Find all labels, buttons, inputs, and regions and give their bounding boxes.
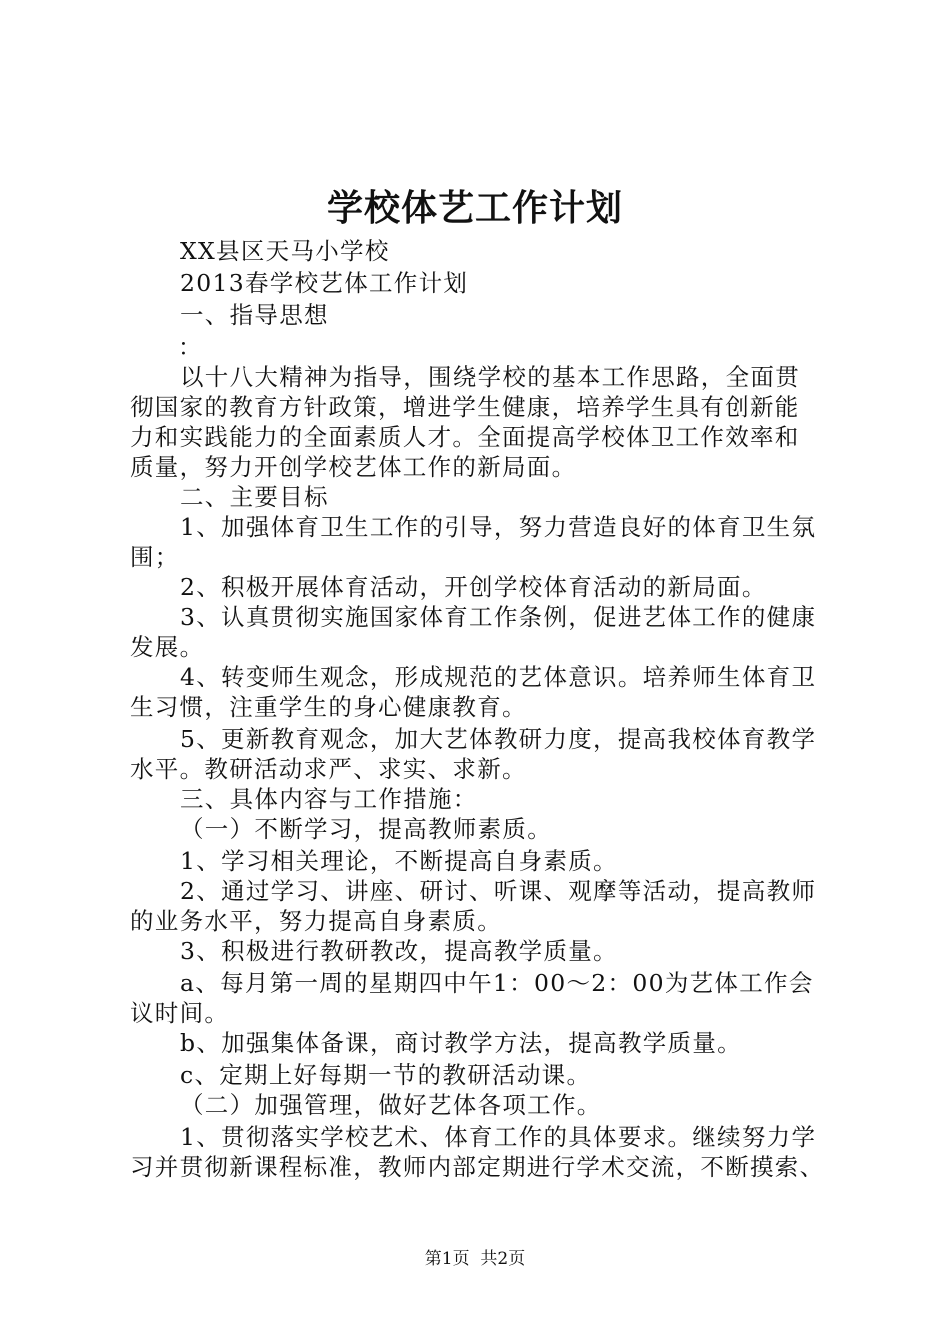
- text-line: 发展。: [130, 633, 205, 661]
- text-line: 4、转变师生观念，形成规范的艺体意识。培养师生体育卫: [180, 663, 817, 691]
- text-line: XX县区天马小学校: [180, 237, 390, 265]
- text-line: 2、积极开展体育活动，开创学校体育活动的新局面。: [180, 573, 767, 601]
- text-line: 水平。教研活动求严、求实、求新。: [130, 755, 527, 783]
- text-line: ：: [178, 333, 203, 361]
- text-line: 2013春学校艺体工作计划: [180, 269, 469, 297]
- text-line: 议时间。: [130, 999, 230, 1027]
- text-line: 2、通过学习、讲座、研讨、听课、观摩等活动，提高教师: [180, 877, 817, 905]
- text-line: a、每月第一周的星期四中午1：00～2：00为艺体工作会: [180, 969, 814, 997]
- page-footer: 第1页 共2页: [424, 1249, 526, 1269]
- text-line: 5、更新教育观念，加大艺体教研力度，提高我校体育教学: [180, 725, 817, 753]
- text-line: 的业务水平，努力提高自身素质。: [130, 907, 502, 935]
- text-line: （一）不断学习，提高教师素质。: [180, 815, 552, 843]
- text-line: 习并贯彻新课程标准，教师内部定期进行学术交流，不断摸索、: [130, 1153, 825, 1181]
- text-line: 生习惯，注重学生的身心健康教育。: [130, 693, 527, 721]
- text-line: 3、认真贯彻实施国家体育工作条例，促进艺体工作的健康: [180, 603, 817, 631]
- document-title: 学校体艺工作计划: [326, 187, 623, 229]
- text-line: 1、加强体育卫生工作的引导，努力营造良好的体育卫生氛: [180, 513, 817, 541]
- text-line: c、定期上好每期一节的教研活动课。: [180, 1061, 592, 1089]
- text-line: b、加强集体备课，商讨教学方法，提高教学质量。: [180, 1029, 742, 1057]
- text-line: 围；: [130, 543, 180, 571]
- text-line: 1、学习相关理论，不断提高自身素质。: [180, 847, 618, 875]
- text-line: 1、贯彻落实学校艺术、体育工作的具体要求。继续努力学: [180, 1123, 817, 1151]
- text-line: 一、指导思想: [180, 301, 329, 329]
- text-line: 质量，努力开创学校艺体工作的新局面。: [130, 453, 577, 481]
- text-line: 二、主要目标: [180, 483, 329, 511]
- text-line: 3、积极进行教研教改，提高教学质量。: [180, 937, 618, 965]
- text-line: 力和实践能力的全面素质人才。全面提高学校体卫工作效率和: [130, 423, 800, 451]
- text-line: 三、具体内容与工作措施：: [180, 785, 478, 813]
- text-line: 彻国家的教育方针政策，增进学生健康，培养学生具有创新能: [130, 393, 800, 421]
- text-line: 以十八大精神为指导，围绕学校的基本工作思路，全面贯: [180, 363, 800, 391]
- text-line: （二）加强管理，做好艺体各项工作。: [180, 1091, 602, 1119]
